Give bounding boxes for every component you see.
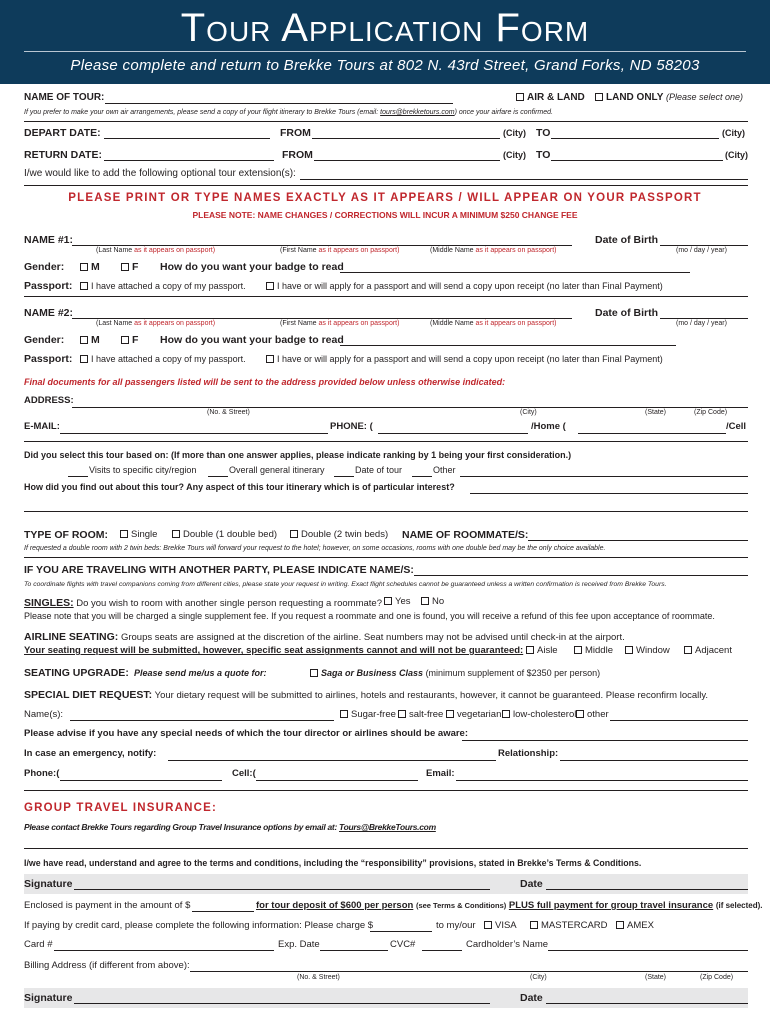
insurance-heading: GROUP TRAVEL INSURANCE:: [24, 802, 218, 814]
singles-no[interactable]: [421, 597, 444, 608]
checkbox[interactable]: [80, 263, 88, 271]
home-label: /Home (: [531, 421, 566, 432]
diet-other-field[interactable]: [610, 720, 748, 721]
insurance-row: [24, 823, 436, 833]
name1-dob-hint: (mo / day / year): [676, 247, 727, 254]
signature-field[interactable]: [74, 889, 490, 890]
checkbox[interactable]: [340, 710, 348, 718]
air-land-checkbox[interactable]: [516, 93, 524, 101]
airline-row: [24, 631, 625, 644]
address-city-hint: (City): [520, 409, 537, 416]
land-only-option[interactable]: [595, 92, 743, 104]
date-field-2[interactable]: [546, 1003, 748, 1004]
name2-badge-label: How do you want your badge to read: [160, 334, 344, 346]
cvc-label: CVC#: [390, 939, 416, 950]
room-double1-option[interactable]: [172, 530, 277, 541]
diet-text: Your dietary request will be submitted to airlines, hotels and restaurants, however, it cannot be guaranteed. Please reconfirm locally.: [154, 690, 709, 701]
checkbox[interactable]: [172, 530, 180, 538]
signature-label: Signature: [24, 878, 73, 890]
checkbox[interactable]: [446, 710, 454, 718]
option-label: AMEX: [627, 920, 654, 931]
diet-chol[interactable]: [502, 710, 576, 721]
date-field[interactable]: [546, 889, 748, 890]
return-date-label: RETURN DATE:: [24, 149, 102, 161]
depart-to-city-hint: (City): [722, 128, 745, 138]
address-state-hint: (State): [645, 409, 667, 416]
cell-phone-field[interactable]: [578, 433, 726, 434]
divider: [24, 121, 748, 122]
date-label: Date: [520, 878, 543, 890]
upgrade-label: SEATING UPGRADE:: [24, 667, 129, 679]
billing-state-hint: (State): [645, 974, 667, 981]
to-my-label: to my/our: [436, 920, 476, 931]
depart-city-hint: (City): [503, 128, 526, 138]
singles-question: Do you wish to room with another single person requesting a roommate?: [76, 598, 382, 609]
signature-row-1: [24, 874, 748, 894]
signature-field-2[interactable]: [74, 1003, 490, 1004]
checkbox[interactable]: [384, 597, 392, 605]
name1-dob-label: Date of Birth: [595, 234, 658, 246]
checkbox[interactable]: [80, 336, 88, 344]
name1-gender-label: Gender:: [24, 261, 65, 273]
charge-amount-field[interactable]: [370, 931, 432, 932]
roommate-field[interactable]: [528, 540, 748, 541]
hint-red: as it appears on passport): [134, 247, 216, 254]
date-option: Date of tour: [355, 465, 403, 475]
airline-bold: Your seating request will be submitted, however, specific seat assignments cannot and will not be guaranteed:: [24, 645, 524, 656]
general-rank-field[interactable]: [208, 476, 228, 477]
option-label: Window: [636, 645, 670, 656]
checkbox[interactable]: [574, 646, 582, 654]
form-subtitle: Please complete and return to Brekke Tours at 802 N. 43rd Street, Grand Forks, ND 58203: [70, 57, 700, 74]
extension-field[interactable]: [300, 179, 748, 180]
signature-row-2: [24, 988, 748, 1008]
passport-heading: PLEASE PRINT OR TYPE NAMES EXACTLY AS IT APPEARS / WILL APPEAR ON YOUR PASSPORT: [68, 192, 702, 204]
seat-middle[interactable]: [574, 646, 613, 657]
option-label: F: [132, 334, 139, 346]
address-field[interactable]: [72, 407, 748, 408]
name2-field[interactable]: [72, 318, 572, 319]
upgrade-min: (minimum supplement of $2350 per person): [425, 668, 601, 678]
seat-aisle[interactable]: [526, 646, 558, 657]
checkbox[interactable]: [684, 646, 692, 654]
checkbox[interactable]: [625, 646, 633, 654]
card-mastercard[interactable]: [530, 921, 608, 932]
insurance-text: Please contact Brekke Tours regarding Group Travel Insurance options by email at:: [24, 822, 337, 832]
relationship-label: Relationship:: [498, 748, 559, 759]
other-field[interactable]: [460, 476, 748, 477]
insurance-email-link[interactable]: Tours@BrekkeTours.com: [339, 822, 436, 832]
find-out-field-2[interactable]: [24, 511, 748, 512]
name1-passport-apply[interactable]: [266, 281, 663, 291]
return-city-hint: (City): [503, 150, 526, 160]
em-phone-label: Phone:(: [24, 768, 60, 779]
diet-salt[interactable]: [398, 710, 443, 721]
hint-red: as it appears on passport): [318, 320, 400, 327]
date-rank-field[interactable]: [334, 476, 354, 477]
emergency-label: In case an emergency, notify:: [24, 748, 157, 759]
depart-to-label: TO: [536, 127, 551, 139]
em-phone-field[interactable]: [60, 780, 222, 781]
option-label: salt-free: [409, 709, 444, 720]
return-date-field[interactable]: [104, 160, 274, 161]
checkbox[interactable]: [530, 921, 538, 929]
divider: [24, 185, 748, 186]
diet-label: SPECIAL DIET REQUEST:: [24, 689, 153, 701]
room-double2-option[interactable]: [290, 530, 388, 541]
checkbox[interactable]: [526, 646, 534, 654]
land-only-label: LAND ONLY: [606, 92, 664, 103]
billing-street-hint: (No. & Street): [297, 974, 340, 981]
billing-field[interactable]: [190, 971, 748, 972]
name1-last-hint: [96, 247, 215, 255]
name1-gender-m[interactable]: [80, 261, 100, 273]
name2-middle-hint: [430, 320, 556, 328]
em-email-field[interactable]: [456, 780, 748, 781]
tours-email-link[interactable]: tours@brekketours.com: [380, 109, 455, 116]
option-label: VISA: [495, 920, 517, 931]
address-street-hint: (No. & Street): [207, 409, 250, 416]
extension-label: I/we would like to add the following optional tour extension(s):: [24, 168, 296, 179]
hint-red: as it appears on passport): [318, 247, 400, 254]
room-type-label: TYPE OF ROOM:: [24, 529, 108, 541]
form-title: Tour Application Form: [180, 6, 590, 50]
option-label: M: [91, 261, 100, 273]
signature-label-2: Signature: [24, 992, 73, 1004]
diet-sugar[interactable]: [340, 710, 396, 721]
billing-zip-hint: (Zip Code): [700, 974, 734, 981]
name1-passport-attached[interactable]: [80, 281, 246, 291]
seat-window[interactable]: [625, 646, 670, 657]
diet-names-field[interactable]: [70, 720, 334, 721]
hint-text: (Last Name: [96, 247, 133, 254]
name1-field[interactable]: [72, 245, 572, 246]
option-label: Yes: [395, 596, 411, 607]
name2-dob-label: Date of Birth: [595, 307, 658, 319]
upgrade-class: Saga or Business Class: [321, 668, 424, 678]
exp-date-field[interactable]: [320, 950, 388, 951]
checkbox[interactable]: [121, 263, 129, 271]
name1-middle-hint: [430, 247, 556, 255]
option-label: Middle: [585, 645, 613, 656]
visits-rank-field[interactable]: [68, 476, 88, 477]
singles-yes[interactable]: [384, 597, 411, 608]
name1-badge-label: How do you want your badge to read: [160, 261, 344, 273]
hint-text: (Last Name: [96, 320, 133, 327]
em-email-label: Email:: [426, 768, 455, 779]
return-to-city-hint: (City): [725, 150, 748, 160]
name2-gender-label: Gender:: [24, 334, 65, 346]
general-option: Overall general itinerary: [229, 465, 325, 475]
hint-red: as it appears on passport): [475, 247, 557, 254]
air-note-end: ) once your airfare is confirmed.: [454, 109, 553, 116]
address-zip-hint: (Zip Code): [694, 409, 728, 416]
party-heading: IF YOU ARE TRAVELING WITH ANOTHER PARTY, PLEASE INDICATE NAME/S:: [24, 564, 414, 576]
divider: [24, 557, 748, 558]
relationship-field[interactable]: [560, 760, 748, 761]
name2-gender-m[interactable]: [80, 334, 100, 346]
card-amex[interactable]: [616, 921, 654, 932]
checkbox[interactable]: [398, 710, 406, 718]
cc-label: If paying by credit card, please complete the following information: Please charge $: [24, 920, 374, 931]
cardholder-label: Cardholder’s Name: [466, 939, 549, 950]
em-cell-label: Cell:(: [232, 768, 256, 779]
hint-red: as it appears on passport): [134, 320, 216, 327]
return-to-label: TO: [536, 149, 551, 161]
address-label: ADDRESS:: [24, 395, 74, 406]
deposit-text: for tour deposit of $600 per person: [256, 900, 414, 911]
emergency-field[interactable]: [168, 760, 496, 761]
cell-label: /Cell: [726, 421, 747, 432]
depart-date-label: DEPART DATE:: [24, 127, 101, 139]
diet-row: [24, 689, 708, 702]
air-note-text: If you prefer to make your own air arrangements, please send a copy of your flight itinerary to Brekke Tours (email:: [24, 109, 379, 116]
name2-gender-f[interactable]: [121, 334, 138, 346]
return-from-label: FROM: [282, 149, 313, 161]
depart-from-field[interactable]: [312, 138, 500, 139]
checkbox[interactable]: [266, 355, 274, 363]
name1-label: NAME #1:: [24, 234, 74, 246]
option-label: Single: [131, 529, 158, 540]
name1-first-hint: [280, 247, 399, 255]
checkbox[interactable]: [121, 336, 129, 344]
diet-other[interactable]: [576, 710, 609, 721]
final-docs-note: Final documents for all passengers listed will be sent to the address provided below unless otherwise indicated:: [24, 377, 506, 387]
singles-row: [24, 597, 382, 610]
option-label: MASTERCARD: [541, 920, 608, 931]
option-label: M: [91, 334, 100, 346]
depart-to-field[interactable]: [551, 138, 719, 139]
divider: [24, 296, 748, 297]
hint-text: (Middle Name: [430, 320, 474, 327]
tour-name-label: NAME OF TOUR:: [24, 92, 105, 103]
air-note: [24, 109, 553, 117]
email-field[interactable]: [60, 433, 328, 434]
card-visa[interactable]: [484, 921, 517, 932]
divider: [24, 790, 748, 791]
name2-passport-label: Passport:: [24, 353, 73, 365]
upgrade-quote: Please send me/us a quote for:: [134, 668, 267, 678]
return-to-field[interactable]: [551, 160, 723, 161]
option-label: I have or will apply for a passport and will send a copy upon receipt (no later than Final Payment): [277, 354, 663, 364]
name2-passport-attached[interactable]: [80, 354, 246, 364]
visits-option: Visits to specific city/region: [89, 465, 197, 475]
name1-dob-field[interactable]: [660, 245, 748, 246]
agree-text: I/we have read, understand and agree to the terms and conditions, including the “responsibility” provisions, stated in Brekke’s Terms & Conditions.: [24, 858, 642, 868]
option-label: other: [587, 709, 609, 720]
option-label: Aisle: [537, 645, 558, 656]
cvc-field[interactable]: [422, 950, 462, 951]
divider: [24, 848, 748, 849]
option-label: I have attached a copy of my passport.: [91, 354, 246, 364]
change-fee-note: PLEASE NOTE: NAME CHANGES / CORRECTIONS WILL INCUR A MINIMUM $250 CHANGE FEE: [192, 210, 578, 220]
home-phone-field[interactable]: [378, 433, 528, 434]
name1-gender-f[interactable]: [121, 261, 138, 273]
email-label: E-MAIL:: [24, 421, 60, 432]
room-note: If requested a double room with 2 twin beds: Brekke Tours will forward your request to the hotel; however, on some occasions, rooms with one double bed may be the only choice available.: [24, 545, 606, 552]
hint-red: as it appears on passport): [475, 320, 557, 327]
card-number-label: Card #: [24, 939, 53, 950]
name2-badge-field[interactable]: [340, 345, 676, 346]
special-needs-field[interactable]: [462, 740, 748, 741]
hint-text: (Middle Name: [430, 247, 474, 254]
plus-text: PLUS full payment for group travel insurance: [508, 900, 714, 911]
name2-last-hint: [96, 320, 215, 328]
em-cell-field[interactable]: [256, 780, 418, 781]
room-single-option[interactable]: [120, 530, 157, 541]
name1-badge-field[interactable]: [340, 272, 690, 273]
select-one-hint: (Please select one): [666, 92, 744, 102]
special-needs-label: Please advise if you have any special needs of which the tour director or airlines should be aware:: [24, 728, 469, 739]
checkbox[interactable]: [290, 530, 298, 538]
name2-dob-hint: (mo / day / year): [676, 320, 727, 327]
air-land-label: AIR & LAND: [527, 92, 585, 103]
option-label: I have attached a copy of my passport.: [91, 281, 246, 291]
checkbox[interactable]: [576, 710, 584, 718]
diet-names-label: Name(s):: [24, 709, 64, 720]
checkbox[interactable]: [502, 710, 510, 718]
option-label: Double (1 double bed): [183, 529, 278, 540]
option-label: Double (2 twin beds): [301, 529, 389, 540]
checkbox[interactable]: [80, 355, 88, 363]
checkbox[interactable]: [484, 921, 492, 929]
payment-amount-field[interactable]: [192, 911, 254, 912]
if-selected: (if selected).: [715, 901, 763, 910]
other-rank-field[interactable]: [412, 476, 432, 477]
depart-date-field[interactable]: [104, 138, 270, 139]
date-label-2: Date: [520, 992, 543, 1004]
party-field[interactable]: [414, 575, 748, 576]
option-label: I have or will apply for a passport and will send a copy upon receipt (no later than Final Payment): [277, 281, 663, 291]
singles-label: SINGLES:: [24, 597, 74, 609]
checkbox[interactable]: [120, 530, 128, 538]
deposit-row: [256, 901, 763, 912]
divider: [24, 441, 748, 442]
option-label: F: [132, 261, 139, 273]
find-out-field[interactable]: [470, 493, 748, 494]
roommate-label: NAME OF ROOMMATE/S:: [402, 529, 529, 541]
seat-adjacent[interactable]: [684, 646, 732, 657]
checkbox[interactable]: [80, 282, 88, 290]
name2-first-hint: [280, 320, 399, 328]
option-label: No: [432, 596, 445, 607]
checkbox[interactable]: [266, 282, 274, 290]
upgrade-option[interactable]: [310, 668, 600, 678]
airline-text: Groups seats are assigned at the discretion of the airline. Seat numbers may not be advised until check-in at the airport.: [120, 632, 625, 643]
enclosed-label: Enclosed is payment in the amount of $: [24, 900, 191, 911]
hint-text: (First Name: [280, 247, 317, 254]
selection-question: Did you select this tour based on: (If more than one answer applies, please indicate ranking by 1 being your first consideration.): [24, 450, 572, 460]
find-out-question: How did you find out about this tour? Any aspect of this tour itinerary which is of particular interest?: [24, 482, 455, 492]
singles-note: Please note that you will be charged a single supplement fee. If you request a roommate and one is found, you will receive a refund of this fee upon acceptance of roommate.: [24, 611, 715, 621]
name1-passport-label: Passport:: [24, 280, 73, 292]
phone-label: PHONE: (: [330, 421, 373, 432]
name2-label: NAME #2:: [24, 307, 74, 319]
checkbox[interactable]: [616, 921, 624, 929]
billing-city-hint: (City): [530, 974, 547, 981]
header-rule: [24, 51, 746, 52]
card-number-field[interactable]: [54, 950, 274, 951]
land-only-checkbox[interactable]: [595, 93, 603, 101]
checkbox[interactable]: [421, 597, 429, 605]
depart-from-label: FROM: [280, 127, 311, 139]
name2-dob-field[interactable]: [660, 318, 748, 319]
option-label: low-cholesterol: [513, 709, 577, 720]
form-header: [0, 0, 770, 84]
tour-name-field[interactable]: [105, 103, 453, 104]
diet-veg[interactable]: [446, 710, 501, 721]
option-label: vegetarian: [457, 709, 502, 720]
airline-label: AIRLINE SEATING:: [24, 631, 119, 643]
option-label: Sugar-free: [351, 709, 396, 720]
return-from-field[interactable]: [314, 160, 500, 161]
name2-passport-apply[interactable]: [266, 354, 663, 364]
see-terms: (see Terms & Conditions): [415, 901, 507, 910]
option-label: Adjacent: [695, 645, 732, 656]
cardholder-field[interactable]: [548, 950, 748, 951]
air-land-option[interactable]: [516, 92, 585, 104]
hint-text: (First Name: [280, 320, 317, 327]
billing-label: Billing Address (if different from above):: [24, 960, 190, 971]
party-note: To coordinate flights with travel companions coming from different cities, please state your request in writing. Exact flight schedules cannot be guaranteed unless a written confirmation is received from Brekke Tours.: [24, 581, 667, 588]
checkbox[interactable]: [310, 669, 318, 677]
other-option: Other: [433, 465, 456, 475]
exp-date-label: Exp. Date: [278, 939, 320, 950]
